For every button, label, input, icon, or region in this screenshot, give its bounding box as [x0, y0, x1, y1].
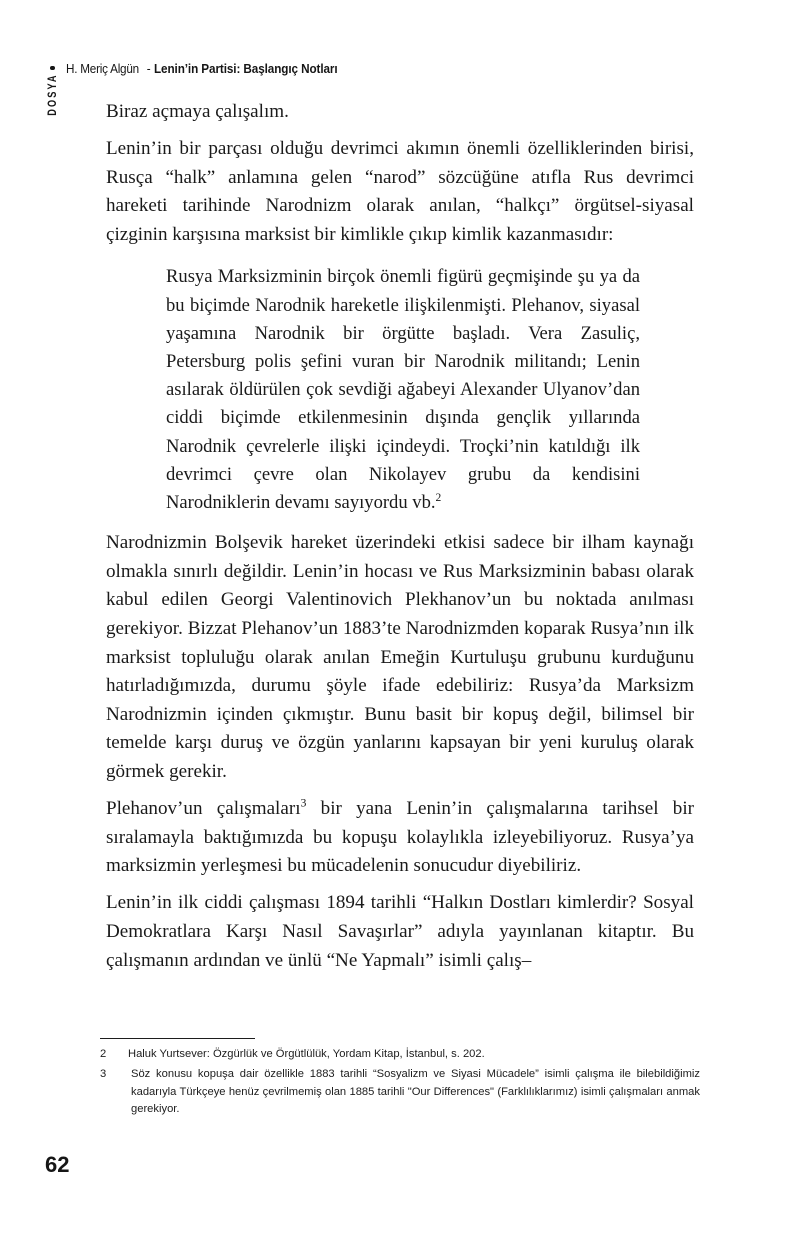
block-quote-body: Rusya Marksizminin birçok önemli figürü geçmişinde şu ya da bu biçimde Narodnik hareketle ilişkilenmişti. Plehanov, siyasal yaşamına Narodnik bir örgütte başladı. Vera Zasuliç, Petersburg polis şefini vuran bir Narodnik militandı; Lenin asılarak öldürülen çok sevdiği ağabeyi Alexander Ulyanov’dan ciddi biçimde etkilenmesinin dışında gençlik yıllarında Narodnik çevrelerle ilişki içindeydi. Troçki’nin katıldığı ilk devrimci çevre olan Nikolayev grubu da kendisini Narodniklerin devamı sayıyordu vb. [166, 266, 640, 514]
footnotes-area [100, 1038, 700, 1122]
paragraph-part: Plehanov’un çalışmaları [106, 798, 301, 820]
header-article-title: Lenin’in Partisi: Başlangıç Notları [153, 62, 338, 76]
header-separator: - [146, 62, 151, 76]
block-quote [166, 263, 640, 517]
paragraph [106, 795, 694, 881]
page-number: 62 [45, 1152, 70, 1177]
footnote-marker-2[interactable]: 2 [435, 491, 442, 504]
paragraph-part: bir yana Lenin’in çalışmalarına tarihsel bir sıralamayla baktığımızda bu kopuşu kolaylıkla izleyebiliyoruz. Rusya’ya marksizmin yerleşmesi bu mücadelenin sonucudur diyebiliriz. [106, 798, 695, 877]
section-tab [44, 60, 62, 130]
paragraph: Lenin’in ilk ciddi çalışması 1894 tarihli “Halkın Dostları kimlerdir? Sosyal Demokratlara Karşı Nasıl Savaşırlar” adıyla yayınlanan kitaptır. Bu çalışmanın ardından ve ünlü “Ne Yapmalı” isimli çalış– [106, 892, 694, 971]
block-quote-text [166, 263, 640, 517]
footnote-number: 3 [100, 1068, 107, 1081]
section-tab-label: DOSYA [47, 73, 59, 117]
footnote-marker-3[interactable]: 3 [300, 795, 307, 810]
footnote-text: Söz konusu kopuşa dair özellikle 1883 tarihli “Sosyalizm ve Siyasi Mücadele” isimli çalışma ile bilebildiğimiz kadarıyla Türkçeye henüz çevrilmemiş olan 1885 tarihli "Our Differences" (Farklılıklarımız) isimli çalışmaları anmak gerekiyor. [131, 1068, 700, 1116]
footnote-number: 2 [100, 1048, 107, 1060]
paragraph: Narodnizmin Bolşevik hareket üzerindeki etkisi sadece bir ilham kaynağı olmakla sınırlı değildir. Lenin’in hocası ve Rus Marksizminin babası olarak kabul edilen Georgi Valentinovich Plekhanov’un bu noktada anılması gerekiyor. Bizzat Plehanov’un 1883’te Narodnizmden koparak Rusya’nın ilk marksist topluluğu olarak anılan Emeğin Kurtuluşu grubunu kurduğunu hatırladığımızda, durumu şöyle ifade edebiliriz: Rusya’da Marksizm Narodnizmin içinden çıkmıştır. Bunu basit bir kopuş değil, bilimsel bir temelde karşı duruş ve özgün yanlarını kapsayan bir yeni kuruluş olarak görmek gerekir. [106, 532, 694, 783]
footnote-separator-rule [100, 1038, 255, 1039]
body-text-column [106, 98, 694, 975]
paragraph: Biraz açmaya çalışalım. [106, 101, 289, 122]
paragraph: Lenin’in bir parçası olduğu devrimci akımın önemli özelliklerinden birisi, Rusça “halk” anlamına gelen “narod” sözcüğüne atıfla Rus devrimci hareketi tarihinde Narodnizm olarak anılan, “halkçı” örgütsel-siyasal çizginin karşısına marksist bir kimlikle çıkıp kimlik kazanmasıdır: [106, 138, 694, 245]
footnote-item [100, 1046, 700, 1063]
running-header [50, 62, 351, 76]
header-author: H. Meriç Algün [65, 62, 139, 76]
footnote-item [100, 1066, 700, 1118]
footnote-text: Haluk Yurtsever: Özgürlük ve Örgütlülük, Yordam Kitap, İstanbul, s. 202. [128, 1048, 485, 1060]
